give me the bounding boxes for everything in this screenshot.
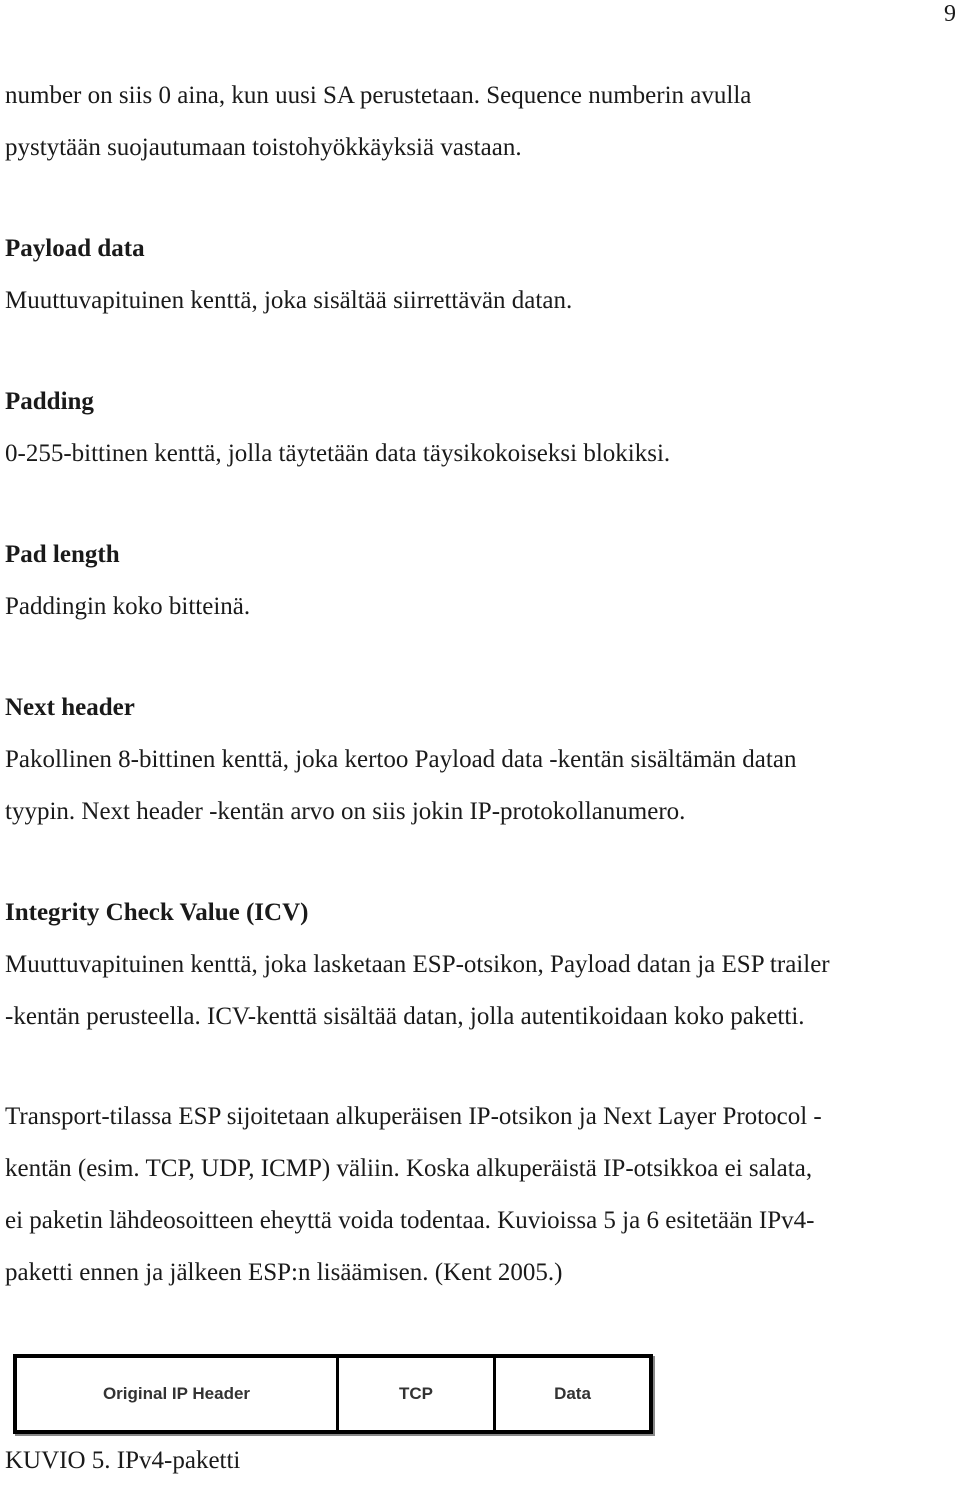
pad-length-heading: Pad length xyxy=(5,541,120,568)
transport-line-1: Transport-tilassa ESP sijoitetaan alkuperäisen IP-otsikon ja Next Layer Protocol - xyxy=(5,1103,822,1130)
transport-line-3: ei paketin lähdeosoitteen eheyttä voida todentaa. Kuvioissa 5 ja 6 esitetään IPv4- xyxy=(5,1207,815,1234)
transport-line-4: paketti ennen ja jälkeen ESP:n lisäämisen. (Kent 2005.) xyxy=(5,1259,563,1286)
next-header-heading: Next header xyxy=(5,694,135,721)
intro-line-1: number on siis 0 aina, kun uusi SA perustetaan. Sequence numberin avulla xyxy=(5,82,752,109)
icv-heading: Integrity Check Value (ICV) xyxy=(5,899,309,926)
padding-text: 0-255-bittinen kenttä, jolla täytetään data täysikokoiseksi blokiksi. xyxy=(5,440,671,467)
padding-heading: Padding xyxy=(5,388,94,415)
page-number: 9 xyxy=(944,1,956,27)
icv-line-1: Muuttuvapituinen kenttä, joka lasketaan ESP-otsikon, Payload datan ja ESP trailer xyxy=(5,951,830,978)
icv-line-2: -kentän perusteella. ICV-kenttä sisältää datan, jolla autentikoidaan koko paketti. xyxy=(5,1003,805,1030)
transport-line-2: kentän (esim. TCP, UDP, ICMP) väliin. Koska alkuperäistä IP-otsikkoa ei salata, xyxy=(5,1155,813,1182)
ipv4-packet-diagram xyxy=(13,1354,653,1434)
figure-caption: KUVIO 5. IPv4-paketti xyxy=(5,1447,241,1474)
tcp-cell: TCP xyxy=(339,1358,496,1430)
data-cell: Data xyxy=(554,1384,591,1403)
intro-line-2: pystytään suojautumaan toistohyökkäyksiä vastaan. xyxy=(5,134,522,161)
pad-length-text: Paddingin koko bitteinä. xyxy=(5,593,251,620)
payload-text: Muuttuvapituinen kenttä, joka sisältää siirrettävän datan. xyxy=(5,287,573,314)
original-ip-header-cell: Original IP Header xyxy=(17,1358,339,1430)
payload-heading: Payload data xyxy=(5,235,145,262)
next-header-line-2: tyypin. Next header -kentän arvo on siis jokin IP-protokollanumero. xyxy=(5,798,686,825)
next-header-line-1: Pakollinen 8-bittinen kenttä, joka kertoo Payload data -kentän sisältämän datan xyxy=(5,746,797,773)
